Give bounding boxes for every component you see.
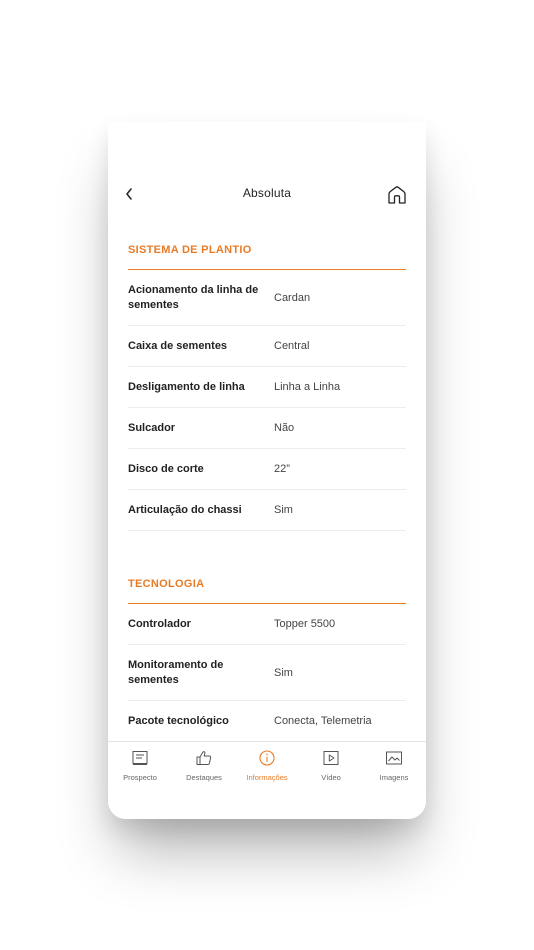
spec-row — [128, 326, 406, 367]
spec-value: Cardan — [274, 291, 311, 304]
spec-label: Caixa de sementes — [128, 339, 228, 352]
spec-label: Sulcador — [128, 421, 176, 434]
thumbs-up-icon — [195, 749, 213, 767]
spec-row — [128, 270, 406, 326]
spec-label: Acionamento da linha de sementes — [128, 283, 259, 311]
play-icon — [322, 749, 340, 767]
nav-item-destaques[interactable] — [172, 742, 236, 790]
spec-row — [128, 701, 406, 742]
nav-item-imagens[interactable] — [362, 742, 426, 790]
nav-label: Prospecto — [123, 773, 157, 782]
home-button[interactable] — [386, 184, 408, 206]
spec-value: Central — [274, 340, 310, 352]
top-fade — [108, 122, 426, 150]
section-gap — [128, 531, 406, 572]
specs-content — [128, 238, 406, 742]
spec-row — [128, 367, 406, 408]
phone-screen — [108, 122, 426, 819]
home-icon — [386, 184, 408, 206]
spec-row — [128, 645, 406, 701]
brochure-icon — [131, 749, 149, 767]
spec-label: Disco de corte — [128, 462, 204, 475]
nav-item-informacoes[interactable] — [235, 742, 299, 790]
section-title-sistema-de-plantio: SISTEMA DE PLANTIO — [128, 238, 406, 270]
nav-label: Vídeo — [321, 773, 341, 782]
spec-value: Não — [274, 422, 295, 434]
spec-row — [128, 408, 406, 449]
spec-value: Sim — [274, 666, 293, 679]
spec-value: Topper 5500 — [274, 618, 336, 630]
nav-label: Destaques — [186, 773, 222, 782]
bottom-nav — [108, 741, 426, 819]
page-title: Absoluta — [242, 186, 292, 200]
spec-value: Linha a Linha — [274, 381, 341, 393]
nav-label: Informações — [246, 773, 288, 782]
spec-label: Controlador — [128, 617, 191, 630]
spec-value: Conecta, Telemetria — [274, 715, 372, 727]
header — [108, 182, 426, 208]
nav-item-prospecto[interactable] — [108, 742, 172, 790]
image-icon — [385, 749, 403, 767]
spec-row — [128, 604, 406, 645]
spec-label: Monitoramento de sementes — [128, 658, 224, 686]
spec-value: Sim — [274, 504, 293, 516]
nav-item-video[interactable] — [299, 742, 363, 790]
spec-row — [128, 490, 406, 531]
spec-label: Articulação do chassi — [128, 503, 242, 516]
spec-row — [128, 449, 406, 490]
spec-value: 22” — [274, 463, 290, 475]
nav-label: Imagens — [379, 773, 409, 782]
section-title-tecnologia: TECNOLOGIA — [128, 572, 406, 604]
spec-label: Pacote tecnológico — [128, 714, 229, 727]
info-icon — [258, 749, 276, 767]
spec-label: Desligamento de linha — [128, 380, 245, 393]
